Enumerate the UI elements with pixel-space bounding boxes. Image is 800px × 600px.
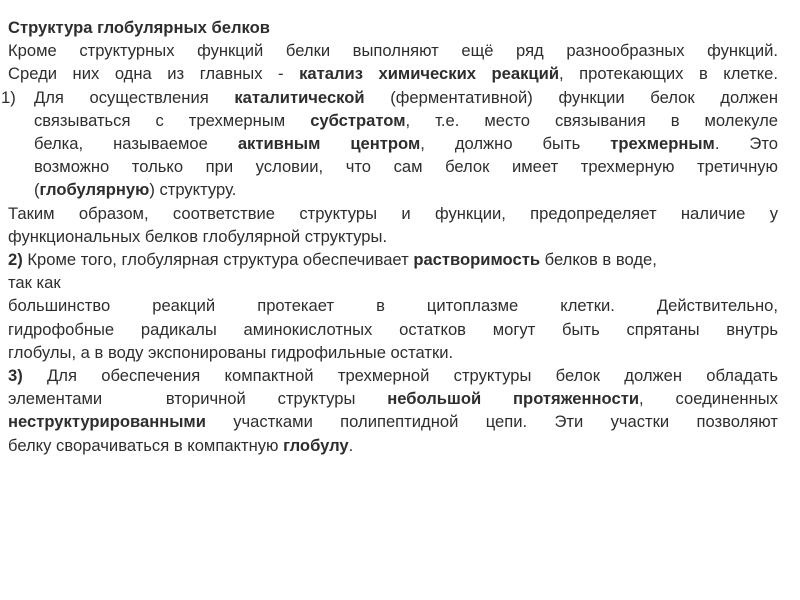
catalysis-term: катализ химических реакций	[299, 64, 560, 84]
substrate-term: субстратом	[310, 110, 406, 130]
item2-line-1: 2) Кроме того, глобулярная структура обеспечивает растворимость белков в воде,	[8, 250, 657, 270]
list-item-1	[1, 86, 778, 202]
list-number-1: 1)	[1, 87, 16, 107]
summary-line-1: Таким образом, соответствие структуры и функции, предопределяет наличие у	[8, 203, 778, 223]
intro-text-2a: Среди них одна из главных -	[8, 64, 300, 84]
item2-line-4: гидрофобные радикалы аминокислотных остатков могут быть спрятаны внутрь	[8, 319, 778, 339]
intro-line-1	[8, 39, 778, 62]
intro-text-2c: , протекающих в клетке.	[559, 64, 778, 84]
item2-line-5: глобулы, а в воду экспонированы гидрофильные остатки.	[8, 342, 454, 362]
catalytic-term: каталитической	[234, 87, 365, 107]
item3-line-3: неструктурированными участками полипептидной цепи. Эти участки позволяют	[8, 412, 778, 432]
summary-line-2: функциональных белков глобулярной структуры.	[8, 226, 388, 246]
list-number-2: 2)	[8, 250, 23, 270]
text-block	[1, 16, 778, 457]
short-length-term: небольшой протяженности	[387, 389, 640, 409]
list-number-3: 3)	[8, 366, 23, 386]
globular-term: глобулярную	[39, 180, 150, 200]
intro-line-2	[8, 62, 778, 85]
active-center-term: активным центром	[237, 134, 421, 154]
item3-line-1: 3) Для обеспечения компактной трехмерной структуры белок должен обладать	[8, 366, 778, 386]
item3-line-2: элементами вторичной структуры небольшой протяженности, соединенных	[8, 389, 778, 409]
item1-line-2: связываться с трехмерным субстратом, т.е. место связывания в молекуле	[34, 110, 778, 130]
item2-line-2: так как	[8, 273, 61, 293]
item1-line-3: белка, называемое активным центром, должно быть трехмерным. Это	[34, 134, 778, 154]
solubility-term: растворимость	[413, 250, 541, 270]
unstructured-term: неструктурированными	[8, 412, 206, 432]
item1-line-5: (глобулярную) структуру.	[34, 180, 237, 200]
item2-line-3: большинство реакций протекает в цитоплазме клетки. Действительно,	[8, 296, 778, 316]
intro-text-1: Кроме структурных функций белки выполняют ещё ряд разнообразных функций.	[8, 41, 778, 61]
three-dimensional-term: трехмерным	[610, 134, 715, 154]
globule-term: глобулу	[283, 435, 349, 455]
item1-line-1: Для осуществления каталитической (ферментативной) функции белок должен	[34, 87, 778, 107]
item3-line-4: белку сворачиваться в компактную глобулу.	[8, 435, 354, 455]
item1-line-4: возможно только при условии, что сам белок имеет трехмерную третичную	[34, 157, 778, 177]
slide-title: Структура глобулярных белков	[8, 18, 270, 37]
